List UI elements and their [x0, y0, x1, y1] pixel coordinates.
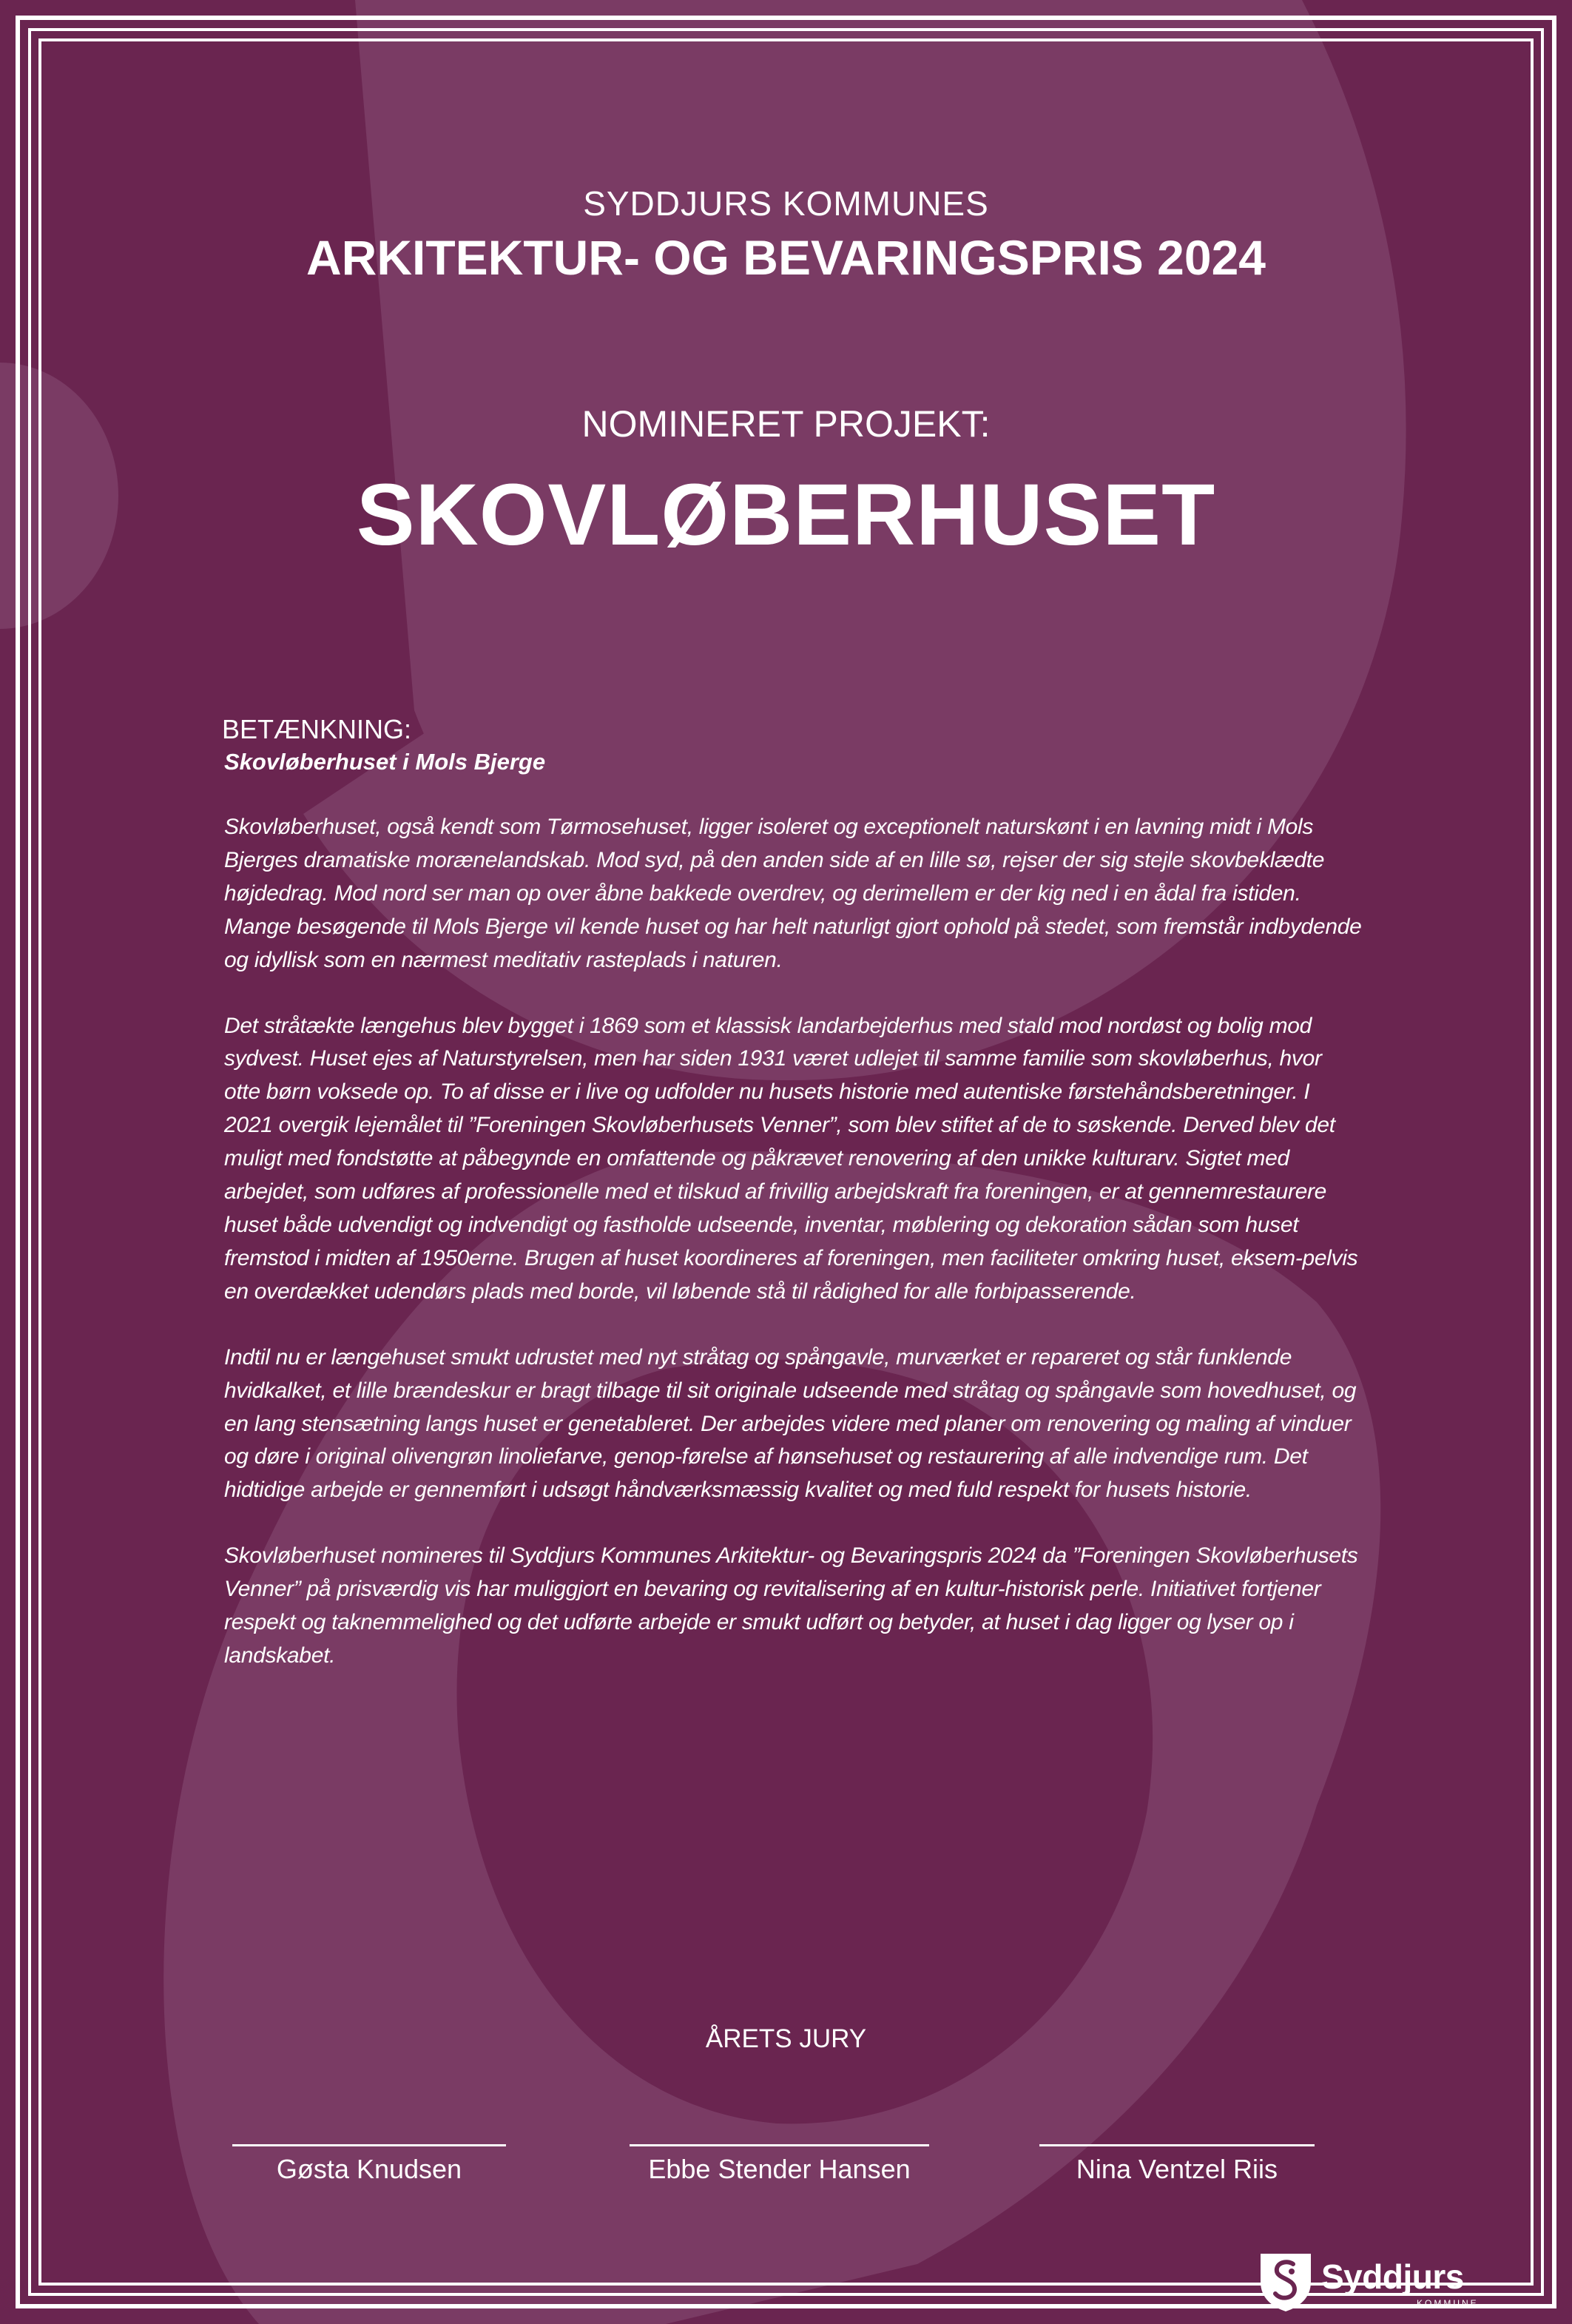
signature-line: [1039, 2144, 1315, 2146]
assessment-paragraph: Det stråtækte længehus blev bygget i 1869 som et klassisk landarbejderhus med stald mod nordøst og bolig mod sydvest. Huset ejes af Naturstyrelsen, men har siden 1931 været udlejet til samme familie som skovløberhus, hvor otte børn voksede op. To af disse er i live og udfolder nu husets historie med autentiske førstehåndsberetninger. I 2021 overgik lejemålet til ”Foreningen Skovløberhusets Venner”, som blev stiftet af de to søskende. Derved blev det muligt med fondstøtte at påbegynde en omfattende og påkrævet renovering af den unikke kulturarv. Sigtet med arbejdet, som udføres af professionelle med et tilskud af frivillig arbejdskraft fra foreningen, er at gennemrestaurere huset både udvendigt og indvendigt og fastholde udseende, inventar, møblering og dekoration sådan som huset fremstod i midten af 1950erne. Brugen af huset koordineres af foreningen, men faciliteter omkring huset, eksem-pelvis en overdækket udendørs plads med borde, vil løbende stå til rådighed for alle forbipasserende.: [224, 1013, 1358, 1304]
assessment-paragraph: Skovløberhuset, også kendt som Tørmosehuset, ligger isoleret og exceptionelt naturskønt i en lavning midt i Mols Bjerges dramatiske morænelandskab. Mod syd, på den anden side af en lille sø, rejser der sig stejle skovbeklædte højdedrag. Mod nord ser man op over åbne bakkede overdrev, og derimellem er der kig ned i en ådal fra istiden. Mange besøgende til Mols Bjerge vil kende huset og har helt naturligt gjort ophold på stedet, som fremstår indbydende og idyllisk som en nærmest meditativ rasteplads i naturen.: [224, 815, 1362, 972]
jury-member-name: Nina Ventzel Riis: [1076, 2154, 1278, 2184]
logo-name: Syddjurs: [1321, 2257, 1464, 2296]
assessment-label: BETÆNKNING:: [222, 714, 412, 744]
logo-subtitle: KOMMUNE: [1417, 2298, 1479, 2308]
jury-member-name: Ebbe Stender Hansen: [648, 2154, 911, 2184]
jury-signature: [630, 2144, 929, 2185]
jury-heading: ÅRETS JURY: [705, 2024, 867, 2053]
prize-heading: ARKITEKTUR- OG BEVARINGSPRIS 2024: [306, 230, 1266, 285]
signature-line: [232, 2144, 506, 2146]
municipality-heading: SYDDJURS KOMMUNES: [583, 184, 989, 223]
jury-signature: [232, 2144, 506, 2185]
project-title: SKOVLØBERHUSET: [356, 466, 1216, 564]
syddjurs-logo: [1258, 2249, 1494, 2316]
assessment-paragraph: Skovløberhuset nomineres til Syddjurs Kommunes Arkitektur- og Bevaringspris 2024 da ”Foreningen Skovløberhusets Venner” på prisværdig vis har muliggjort en bevaring og revitalisering af en kultur-historisk perle. Initiativet fortjener respekt og taknemmelighed og det udførte arbejde er smukt udført og betyder, at huset i dag ligger og lyser op i landskabet.: [224, 1543, 1358, 1668]
assessment-subtitle: Skovløberhuset i Mols Bjerge: [224, 749, 546, 775]
assessment-paragraph: Indtil nu er længehuset smukt udrustet med nyt stråtag og spångavle, murværket er repareret og står funklende hvidkalket, et lille brændeskur er bragt tilbage til sit originale udseende med stråtag og spångavle som hovedhuset, og en lang stensætning langs huset er genetableret. Der arbejdes videre med planer om renovering og maling af vinduer og døre i original olivengrøn linoliefarve, genop-førelse af hønsehuset og restaurering af alle indvendige rum. Det hidtidige arbejde er gennemført i udsøgt håndværksmæssig kvalitet og med fuld respekt for husets historie.: [224, 1344, 1357, 1503]
jury-signature: [1039, 2144, 1315, 2185]
shield-icon: [1258, 2249, 1314, 2313]
jury-member-name: Gøsta Knudsen: [276, 2154, 462, 2184]
nominated-label: NOMINERET PROJEKT:: [581, 403, 991, 445]
signature-line: [630, 2144, 929, 2146]
assessment-section: [224, 713, 1363, 1673]
